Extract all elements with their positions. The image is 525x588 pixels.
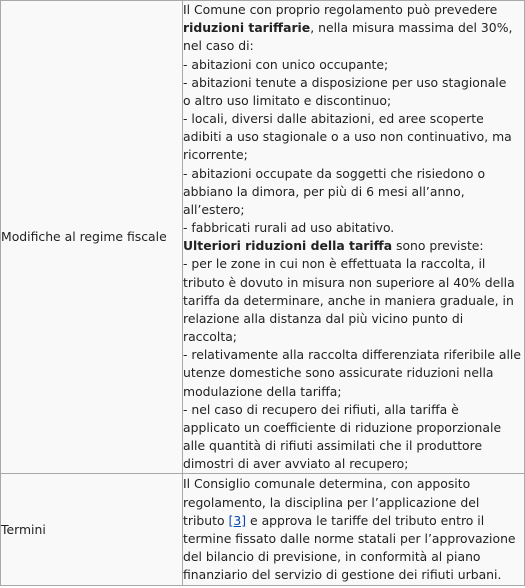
text-line <box>183 548 524 566</box>
text-line <box>183 37 524 55</box>
text-segment: - fabbricati rurali ad uso abitativo. <box>183 220 395 236</box>
text-line <box>183 128 524 146</box>
text-line <box>183 530 524 548</box>
table-row <box>1 474 525 586</box>
text-segment: - nel caso di recupero dei rifiuti, alla tariffa è <box>183 401 459 417</box>
text-line <box>183 292 524 310</box>
text-segment: dimostri di aver avviato al recupero; <box>183 456 409 472</box>
text-segment: all’estero; <box>183 201 245 217</box>
text-line <box>183 419 524 437</box>
text-segment: adibiti a uso stagionale o a uso non continuativo, ma <box>183 129 512 145</box>
row-label: Termini <box>1 474 183 586</box>
text-line <box>183 255 524 273</box>
text-segment: , nella misura massima del 30%, <box>310 20 513 36</box>
text-segment: Il Comune con proprio regolamento può prevedere <box>183 2 498 17</box>
text-line <box>183 455 524 473</box>
row-content <box>183 1 525 474</box>
text-line <box>183 237 524 255</box>
text-line <box>183 566 524 584</box>
text-segment: Il Consiglio comunale determina, con apposito <box>183 476 471 492</box>
text-segment: finanziario del servizio di gestione dei rifiuti urbani. <box>183 567 502 583</box>
text-segment: alle quantità di rifiuti assimilati che il produttore <box>183 438 483 454</box>
reference-link[interactable]: [3] <box>228 512 247 528</box>
text-line <box>183 165 524 183</box>
text-segment: o altro uso limitato e discontinuo; <box>183 92 392 108</box>
table-row <box>1 1 525 474</box>
text-line <box>183 494 524 512</box>
text-line <box>183 1 524 19</box>
text-line <box>183 346 524 364</box>
text-line <box>183 364 524 382</box>
text-segment: tributo è dovuto in misura non superiore al 40% della <box>183 274 515 290</box>
text-segment: utenze domestiche sono assicurate riduzioni nella <box>183 365 494 381</box>
text-line <box>183 92 524 110</box>
text-segment: nel caso di: <box>183 38 254 54</box>
text-segment: - abitazioni tenute a disposizione per uso stagionale <box>183 74 507 90</box>
text-line <box>183 201 524 219</box>
text-segment: - abitazioni occupate da soggetti che risiedono o <box>183 165 486 181</box>
text-line <box>183 56 524 74</box>
text-line <box>183 146 524 164</box>
text-line <box>183 274 524 292</box>
text-segment: raccolta; <box>183 329 237 345</box>
text-line <box>183 219 524 237</box>
text-segment: - per le zone in cui non è effettuata la raccolta, il <box>183 256 486 272</box>
text-line <box>183 512 524 530</box>
text-line <box>183 328 524 346</box>
text-line <box>183 74 524 92</box>
text-segment: abbiano la dimora, per più di 6 mesi all’anno, <box>183 183 465 199</box>
text-line <box>183 475 524 493</box>
text-segment: - relativamente alla raccolta differenziata riferibile alle <box>183 347 521 363</box>
text-line <box>183 383 524 401</box>
text-segment: tariffa da determinare, anche in maniera graduale, in <box>183 292 514 308</box>
text-line <box>183 401 524 419</box>
text-segment: - abitazioni con unico occupante; <box>183 56 389 72</box>
text-line <box>183 310 524 328</box>
text-segment: - locali, diversi dalle abitazioni, ed aree scoperte <box>183 111 484 127</box>
text-line <box>183 110 524 128</box>
text-segment: termine fissato dalle norme statali per l’approvazione <box>183 530 516 546</box>
text-line <box>183 19 524 37</box>
text-segment: regolamento, la disciplina per l’applicazione del <box>183 494 480 510</box>
text-segment: relazione alla distanza dal più vicino punto di <box>183 310 464 326</box>
bold-text: Ulteriori riduzioni della tariffa <box>183 238 393 254</box>
text-line <box>183 183 524 201</box>
text-segment: applicato un coefficiente di riduzione proporzionale <box>183 419 502 435</box>
bold-text: riduzioni tariffarie <box>183 20 311 36</box>
row-label: Modifiche al regime fiscale <box>1 1 183 474</box>
row-content <box>183 474 525 586</box>
text-segment: e approva le tariffe del tributo entro il <box>246 512 485 528</box>
text-segment: ricorrente; <box>183 147 248 163</box>
text-line <box>183 437 524 455</box>
text-segment: tributo <box>183 512 229 528</box>
text-segment: modulazione della tariffa; <box>183 383 342 399</box>
text-segment: sono previste: <box>392 238 484 254</box>
text-segment: del bilancio di previsione, in conformità al piano <box>183 549 481 565</box>
